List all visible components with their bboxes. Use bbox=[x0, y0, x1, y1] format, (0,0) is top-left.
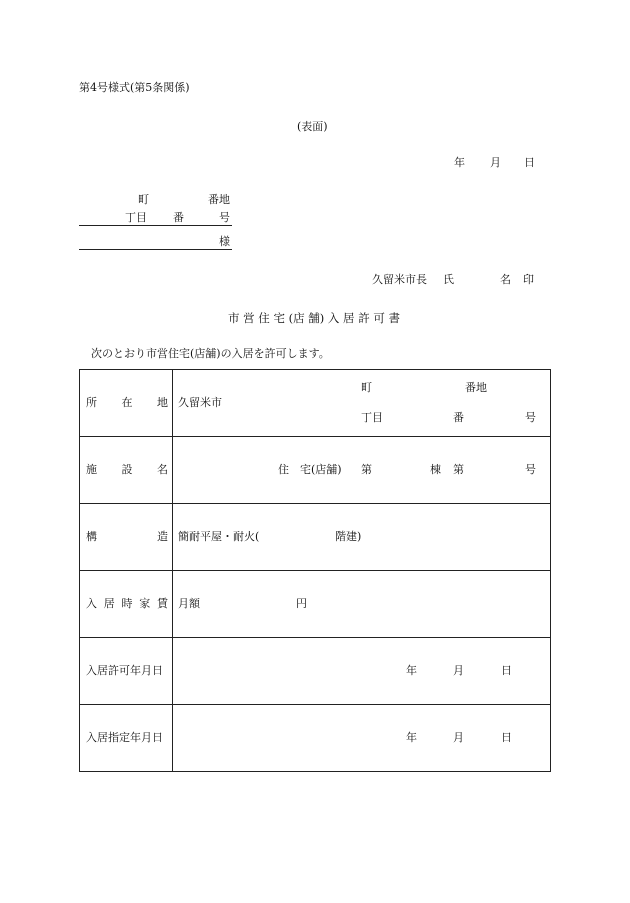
value-structure bbox=[173, 504, 551, 571]
designated-day: 日 bbox=[501, 731, 512, 744]
row-location bbox=[80, 370, 551, 437]
structure-floors: 階建) bbox=[335, 530, 362, 543]
location-city: 久留米市 bbox=[178, 396, 222, 409]
permit-month: 月 bbox=[453, 664, 464, 677]
document-title: 市 営 住 宅 (店 舗) 入 居 許 可 書 bbox=[228, 311, 401, 325]
designated-month: 月 bbox=[453, 731, 464, 744]
issuer-mei: 名 bbox=[500, 273, 511, 286]
addressee-sama: 様 bbox=[219, 235, 230, 248]
addressee-go: 号 bbox=[219, 211, 230, 224]
facility-dai2: 第 bbox=[453, 463, 464, 476]
label-rent: 入 居 時 家 賃 bbox=[80, 571, 173, 638]
value-designated-date bbox=[173, 705, 551, 772]
location-banchi: 番地 bbox=[465, 381, 487, 394]
intro-text: 次のとおり市営住宅(店舗)の入居を許可します。 bbox=[91, 347, 330, 360]
value-permit-date bbox=[173, 638, 551, 705]
addressee-town: 町 bbox=[138, 193, 149, 206]
issuer-seal: 印 bbox=[523, 273, 534, 286]
form-number: 第4号様式(第5条関係) bbox=[79, 81, 190, 94]
addressee-ban: 番 bbox=[173, 211, 184, 224]
facility-go: 号 bbox=[525, 463, 536, 476]
facility-dai1: 第 bbox=[361, 463, 372, 476]
row-rent bbox=[80, 571, 551, 638]
label-structure: 構 造 bbox=[80, 504, 173, 571]
row-facility bbox=[80, 437, 551, 504]
location-go: 号 bbox=[525, 411, 536, 424]
side-label: (表面) bbox=[297, 120, 328, 133]
row-permit-date bbox=[80, 638, 551, 705]
label-location: 所 在 地 bbox=[80, 370, 173, 437]
label-permit-date: 入居許可年月日 bbox=[80, 638, 173, 705]
addressee-chome: 丁目 bbox=[125, 211, 147, 224]
value-facility bbox=[173, 437, 551, 504]
name-underline bbox=[79, 249, 232, 250]
label-facility: 施 設 名 bbox=[80, 437, 173, 504]
date-year: 年 bbox=[454, 156, 465, 169]
permit-year: 年 bbox=[406, 664, 417, 677]
value-rent bbox=[173, 571, 551, 638]
row-designated-date bbox=[80, 705, 551, 772]
label-designated-date: 入居指定年月日 bbox=[80, 705, 173, 772]
address-underline bbox=[79, 225, 232, 226]
permit-table bbox=[79, 369, 551, 772]
issuer-shi: 氏 bbox=[443, 273, 454, 286]
issuer-title: 久留米市長 bbox=[372, 273, 427, 286]
facility-type: 住 宅(店舗) bbox=[278, 463, 342, 476]
addressee-banchi: 番地 bbox=[208, 193, 230, 206]
location-chome: 丁目 bbox=[361, 411, 383, 424]
date-month: 月 bbox=[490, 156, 501, 169]
value-location bbox=[173, 370, 551, 437]
row-structure bbox=[80, 504, 551, 571]
permit-day: 日 bbox=[501, 664, 512, 677]
rent-monthly: 月額 bbox=[178, 597, 200, 610]
facility-tou: 棟 bbox=[430, 463, 441, 476]
location-ban: 番 bbox=[453, 411, 464, 424]
date-day: 日 bbox=[524, 156, 535, 169]
structure-value: 簡耐平屋・耐火( bbox=[178, 530, 260, 543]
rent-yen: 円 bbox=[296, 597, 307, 610]
location-town: 町 bbox=[361, 381, 372, 394]
designated-year: 年 bbox=[406, 731, 417, 744]
